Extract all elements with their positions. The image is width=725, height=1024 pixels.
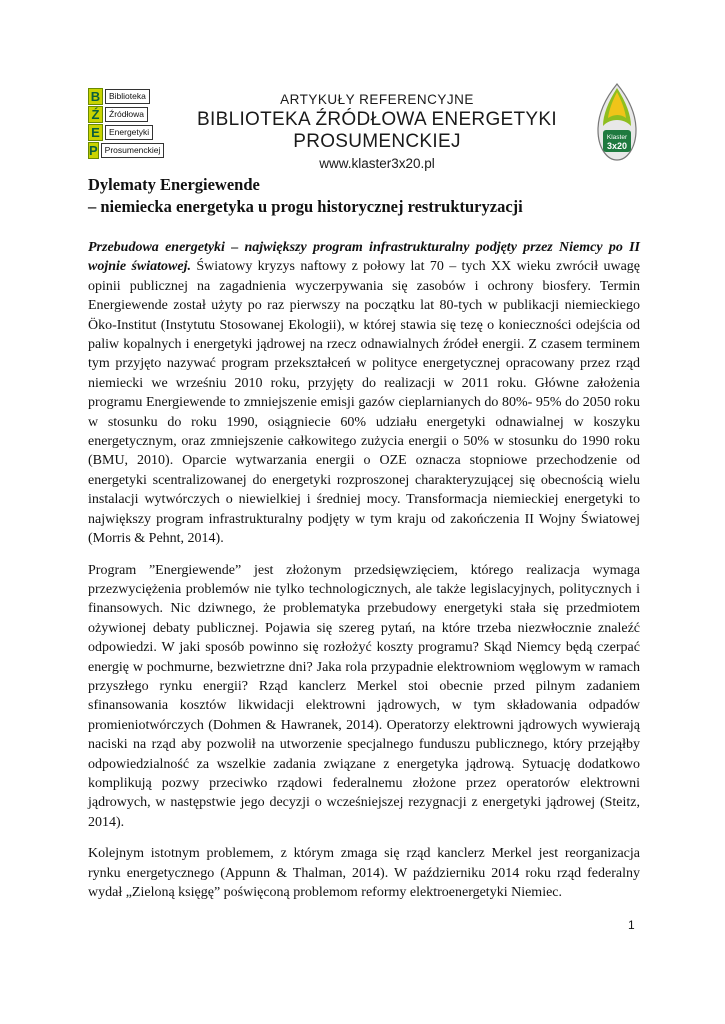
logo-letter: P xyxy=(89,143,98,158)
article-title xyxy=(88,174,640,218)
header-title: BIBLIOTEKA ŹRÓDŁOWA ENERGETYKI PROSUMENCKIEJ xyxy=(197,109,557,152)
title-line-2: – niemiecka energetyka u progu historycznej restrukturyzacji xyxy=(88,197,523,216)
klaster-logo-word: Klaster xyxy=(606,134,628,141)
logo-word: Energetyki xyxy=(105,125,153,140)
logo-letter: Ź xyxy=(88,106,103,123)
title-line-1: Dylematy Energiewende xyxy=(88,175,260,194)
logo-letter: B xyxy=(88,88,103,105)
klaster-logo xyxy=(594,82,640,162)
document-header xyxy=(88,82,640,171)
logo-row xyxy=(88,106,162,123)
paragraph-1 xyxy=(88,238,640,549)
paragraph-1-text: Światowy kryzys naftowy z połowy lat 70 – tych XX wieku zwrócił uwagę opinii publicznej na zagadnienia wyczerpywania się zasobów i ochrony biosfery. Termin Energiewende został użyty po raz pierwszy na początku lat 80-tych w publikacji niemieckiego Öko-Institut (Instytutu Stosowanej Ekologii), w której stawia się tezę o konieczności odejścia od paliw kopalnych i energetyki jądrowej na rzecz odnawialnych źródeł energii. Z czasem terminem tym przyjęto nazywać program przekształceń w polityce energetycznej opracowany przez rząd niemiecki we wrześniu 2010 roku, przyjęty do realizacji w 2011 roku. Główne założenia programu Energiewende to zmniejszenie emisji gazów cieplarnianych do 80%- 95% do 2050 roku w stosunku do roku 1990, osiągniecie 60% udziału energetyki odnawialnej w koszyku energetycznym, oraz zmniejszenie całkowitego zużycia energii o 50% w stosunku do 1990 roku (BMU, 2010). Oparcie wytwarzania energii o OZE oznacza stopniowe przechodzenie od energetyki scentralizowanej do energetyki rozproszonej charakteryzującej się obecnością wielu instalacji wytwórczych o niewielkiej i średniej mocy. Transformacja niemieckiej energetyki to największy program infrastrukturalny podjęty w tym kraju od zakończenia II Wojny Światowej (Morris & Pehnt, 2014). xyxy=(88,259,641,547)
logo-row xyxy=(88,88,162,105)
library-logo xyxy=(88,88,162,160)
logo-word: Źródłowa xyxy=(105,107,148,122)
header-subtitle: ARTYKUŁY REFERENCYJNE xyxy=(280,92,474,107)
paragraph-1-lead: Przebudowa energetyki – największy program infrastrukturalny podjęty przez Niemcy po II wojnie światowej. xyxy=(88,240,640,275)
paragraph-2: Program ”Energiewende” jest złożonym przedsięwzięciem, którego realizacja wymaga przezwyciężenia problemów nie tylko technologicznych, ale także legislacyjnych, politycznych i finansowych. Nic dziwnego, że problematyka przebudowy energetyki stała się przedmiotem ożywionej debaty publicznej. Pojawia się szereg pytań, na które trzeba niezwłocznie znaleźć odpowiedzi. W jaki sposób powinno się rozłożyć koszty programu? Skąd Niemcy będą czerpać energię w pochmurne, bezwietrzne dni? Jaka rola przypadnie elektrowniom węglowym w ramach przyszłego rynku energii? Rząd kanclerz Merkel stoi obecnie przed pilnym zadaniem sfinansowania kosztów likwidacji elektrowni jądrowych, w tym składowania odpadów promieniotwórczych (Dohmen & Hawranek, 2014). Operatorzy elektrowni jądrowych wywierają naciski na rząd aby pozwolił na utworzenie specjalnego funduszu publicznego, który przejąłby odpowiedzialność za wszelkie zadania związane z energetyka jądrową. Sytuację dodatkowo komplikują pozwy przeciwko rządowi federalnemu złożone przez operatorów elektrowni jądrowych, w następstwie jego decyzji o wcześniejszej rezygnacji z energetyki jądrowej (Steitz, 2014). xyxy=(88,562,640,830)
header-text xyxy=(172,92,582,171)
article-body xyxy=(88,238,640,914)
logo-word: Biblioteka xyxy=(105,89,150,104)
header-url: www.klaster3x20.pl xyxy=(319,156,435,171)
logo-row xyxy=(88,142,162,159)
paragraph-3: Kolejnym istotnym problemem, z którym zmaga się rząd kanclerz Merkel jest reorganizacja rynku energetycznego (Appunn & Thalman, 2014). W październiku 2014 roku rząd federalny wydał „Zieloną księgę” poświęconą problemom reformy elektroenergetyki Niemiec. xyxy=(88,846,640,900)
page-number: 1 xyxy=(628,918,635,932)
logo-row xyxy=(88,124,162,141)
logo-word: Prosumenckiej xyxy=(101,143,165,158)
klaster-logo-number: 3x20 xyxy=(606,141,628,151)
logo-letter: E xyxy=(88,124,103,141)
